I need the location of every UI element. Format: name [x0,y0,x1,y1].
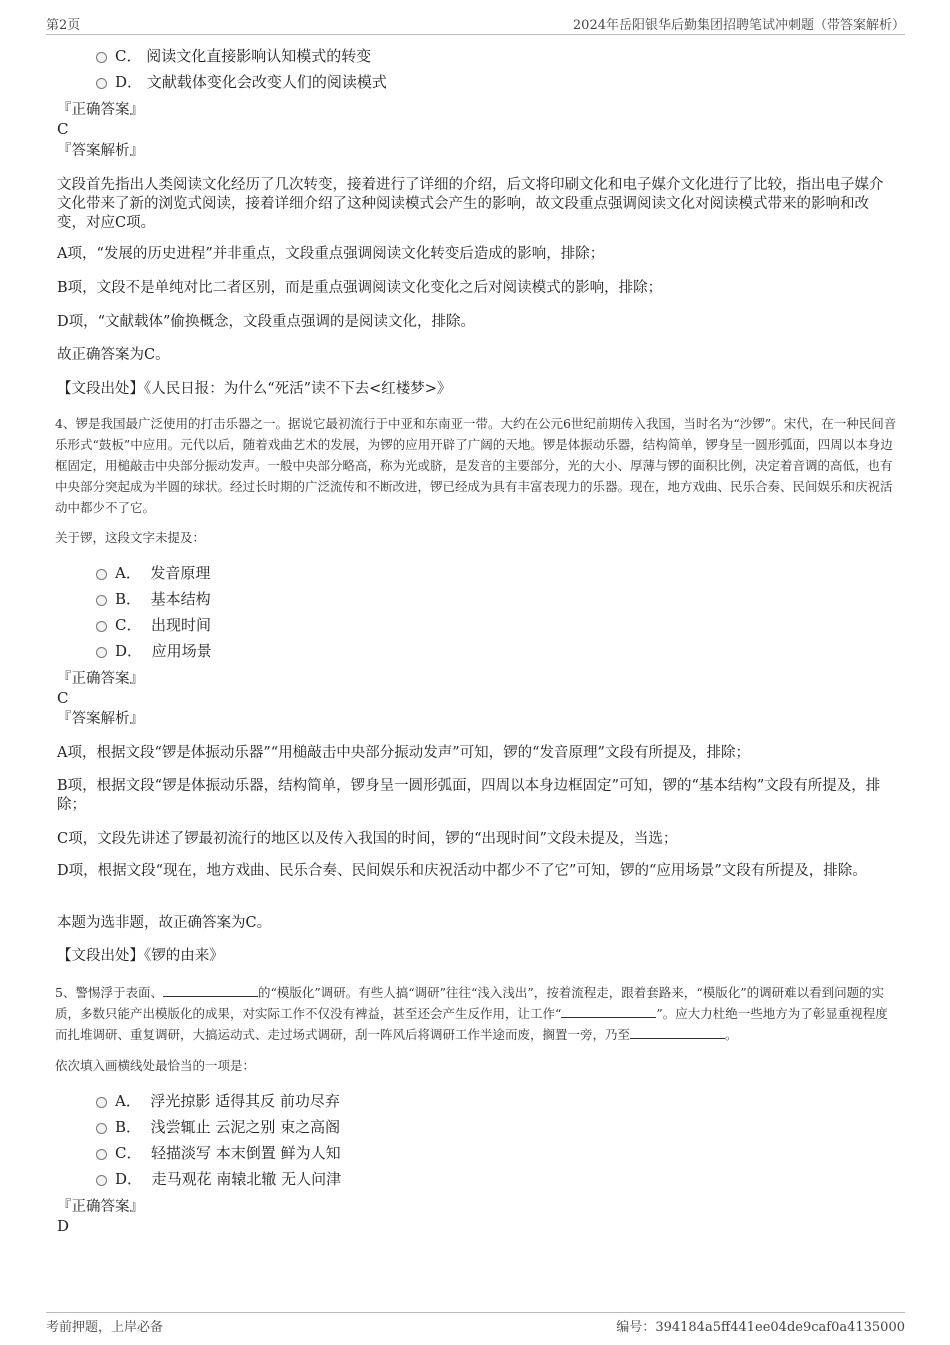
page-footer [46,1312,905,1335]
q5-option-c[interactable]: C． 轻描淡写 本末倒置 鲜为人知 [96,1143,341,1163]
q3-source: 【文段出处】《人民日报：为什么“死活”读不下去<红楼梦>》 [57,381,452,397]
footer-slogan: 考前押题，上岸必备 [46,1320,164,1335]
blank-2 [561,1005,656,1018]
q3-answer: C [57,120,69,138]
q3-analysis-b: B项，文段不是单纯对比二者区别，而是重点强调阅读文化变化之后对阅读模式的影响，排除； [57,280,663,296]
q3-analysis-intro: 文段首先指出人类阅读文化经历了几次转变，接着进行了详细的介绍，后文将印刷文化和电子媒介文化进行了比较，指出电子媒介文化带来了新的浏览式阅读，接着详细介绍了这种阅读模式会产生的影响，故文段重点强调阅读文化对阅读模式带来的影响和改变，对应C项。 [57,177,884,231]
radio-icon[interactable] [96,52,107,63]
q5-stem: 5、警惕浮于表面、 的“模版化”调研。有些人搞“调研”往往“浅入浅出”，按着流程走，跟着套路来，“模版化”的调研难以看到问题的实质，多数只能产出模版化的成果，对实际工作不仅没有裨益，甚至还会产生反作用，让工作“ ”。应大力杜绝一些地方为了彰显重视程度而扎堆调研、重复调研，大搞运动式、走过场式调研，刮一阵风后将调研工作半途而废，搁置一旁，乃至 。 [55,985,888,1042]
q5-option-a[interactable]: A． 浮光掠影 适得其反 前功尽弃 [96,1091,340,1111]
q5-option-d[interactable]: D． 走马观花 南辕北辙 无人问津 [96,1169,341,1189]
blank-1 [163,984,258,997]
q3-option-d[interactable]: D． 文献载体变化会改变人们的阅读模式 [96,72,387,92]
radio-icon[interactable] [96,1175,107,1186]
radio-icon[interactable] [96,569,107,580]
q4-analysis-c: C项，文段先讲述了锣最初流行的地区以及传入我国的时间，锣的“出现时间”文段未提及，当选； [57,831,678,847]
q3-option-c[interactable]: C． 阅读文化直接影响认知模式的转变 [96,46,371,66]
q3-analysis-d: D项，“文献载体”偷换概念，文段重点强调的是阅读文化，排除。 [57,314,475,330]
q4-option-c[interactable]: C． 出现时间 [96,615,211,635]
radio-icon[interactable] [96,621,107,632]
q5-question: 依次填入画横线处最恰当的一项是： [55,1058,256,1073]
q4-option-d[interactable]: D． 应用场景 [96,641,212,661]
q4-option-a[interactable]: A． 发音原理 [96,563,210,583]
radio-icon[interactable] [96,78,107,89]
q3-conclusion: 故正确答案为C。 [57,347,170,363]
page-header [46,14,905,35]
q4-analysis-a: A项，根据文段“锣是体振动乐器”“用槌敲击中央部分振动发声”可知，锣的“发音原理”文段有所提及，排除； [57,745,750,761]
q4-stem: 4、锣是我国最广泛使用的打击乐器之一。据说它最初流行于中亚和东南亚一带。大约在公元6世纪前期传入我国，当时名为“沙锣”。宋代，在一种民间音乐形式“鼓板”中应用。元代以后，随着戏曲艺术的发展，为锣的应用开辟了广阔的天地。锣是体振动乐器，结构简单，锣身呈一圆形弧面，四周以本身边框固定，用槌敲击中央部分振动发声。一般中央部分略高，称为光或脐，是发音的主要部分，光的大小、厚薄与锣的面积比例，决定着音调的高低，也有中央部分突起成为半圆的球状。经过长时期的广泛流传和不断改进，锣已经成为具有丰富表现力的乐器。现在，地方戏曲、民乐合奏、民间娱乐和庆祝活动中都少不了它。 [55,416,897,515]
document-code: 编号：394184a5ff441ee04de9caf0a4135000 [616,1320,905,1335]
q4-analysis-d: D项，根据文段“现在，地方戏曲、民乐合奏、民间娱乐和庆祝活动中都少不了它”可知，锣的“应用场景”文段有所提及，排除。 [57,863,867,879]
q5-option-b[interactable]: B． 浅尝辄止 云泥之别 束之高阁 [96,1117,340,1137]
q3-answer-label: 『正确答案』 [57,102,144,118]
radio-icon[interactable] [96,1097,107,1108]
q4-answer-label: 『正确答案』 [57,671,144,687]
q4-conclusion: 本题为选非题，故正确答案为C。 [57,915,272,931]
q4-answer: C [57,689,69,707]
q5-answer-label: 『正确答案』 [57,1199,144,1215]
q4-source: 【文段出处】《锣的由来》 [57,948,224,964]
q3-analysis-a: A项，“发展的历史进程”并非重点，文段重点强调阅读文化转变后造成的影响，排除； [57,246,605,262]
q5-answer: D [57,1217,70,1235]
blank-3 [630,1026,725,1039]
page-number: 第2页 [46,18,81,33]
q3-analysis-label: 『答案解析』 [57,143,144,159]
q4-analysis-label: 『答案解析』 [57,711,144,727]
document-title: 2024年岳阳银华后勤集团招聘笔试冲刺题（带答案解析） [572,18,905,33]
q4-option-b[interactable]: B． 基本结构 [96,589,211,609]
radio-icon[interactable] [96,1149,107,1160]
radio-icon[interactable] [96,1123,107,1134]
q4-analysis-b: B项，根据文段“锣是体振动乐器，结构简单，锣身呈一圆形弧面，四周以本身边框固定”可知，锣的“基本结构”文段有所提及，排除； [57,778,881,813]
radio-icon[interactable] [96,595,107,606]
q4-question: 关于锣，这段文字未提及： [55,530,206,545]
radio-icon[interactable] [96,647,107,658]
